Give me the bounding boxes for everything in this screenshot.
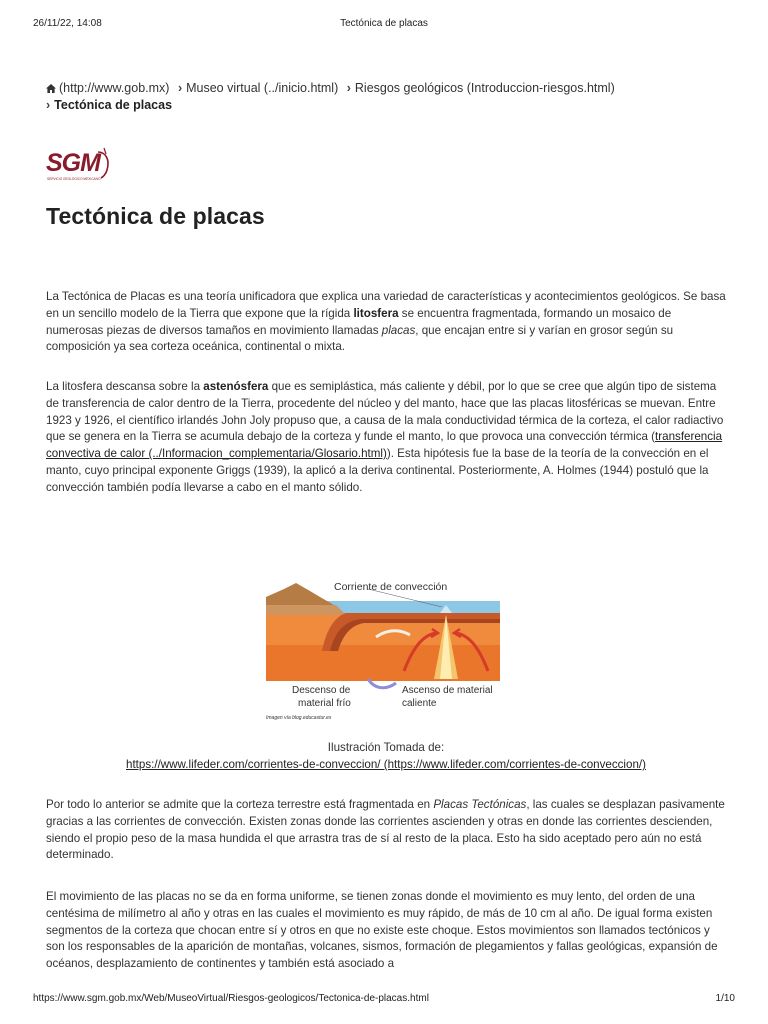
- sgm-logo[interactable]: [46, 146, 112, 184]
- paragraph-3: Por todo lo anterior se admite que la corteza terrestre está fragmentada en Placas Tectónicas, las cuales se desplazan pasivamente gracias a las corrientes de convección. Existen zonas donde las corrientes ascienden y otras en donde las corrientes descienden, siendo el propio peso de la masa hundida el que arrastra tras de sí al resto de la placa. Esto ha sido aceptado pero aún no está determinado.: [46, 798, 725, 862]
- breadcrumb-home-link[interactable]: [46, 81, 173, 95]
- svg-text:Corriente de convección: Corriente de convección: [334, 581, 448, 593]
- breadcrumb-item-museo[interactable]: Museo virtual (../inicio.html): [186, 81, 339, 95]
- convection-illustration: [264, 575, 504, 725]
- caption-source-link[interactable]: https://www.lifeder.com/corrientes-de-conveccion/ (https://www.lifeder.com/corrientes-de-conveccion/): [126, 758, 646, 771]
- breadcrumb-item-riesgos[interactable]: Riesgos geológicos (Introduccion-riesgos.html): [354, 81, 615, 95]
- logo-text: SGM: [46, 149, 100, 177]
- term-litosfera: litosfera: [353, 306, 399, 320]
- page-number: 1/10: [715, 993, 735, 1004]
- glossary-link[interactable]: transferencia convectiva de calor (../Informacion_complementaria/Glosario.html): [46, 430, 723, 461]
- logo-subtitle: SERVICIO GEOLÓGICO MEXICANO: [47, 177, 101, 181]
- svg-text:caliente: caliente: [402, 698, 437, 709]
- chevron-right-icon: ›: [346, 81, 351, 95]
- term-placas: placas: [381, 323, 416, 337]
- breadcrumb-current: Tectónica de placas: [54, 98, 173, 112]
- page-title: Tectónica de placas: [46, 203, 265, 229]
- print-page-title: Tectónica de placas: [340, 18, 428, 29]
- svg-text:material frío: material frío: [298, 698, 351, 709]
- breadcrumb: [46, 80, 726, 114]
- breadcrumb-home-label: (http://www.gob.mx): [59, 81, 170, 95]
- chevron-right-icon: ›: [46, 98, 51, 112]
- figure-caption: [46, 739, 726, 773]
- print-url: https://www.sgm.gob.mx/Web/MuseoVirtual/Riesgos-geologicos/Tectonica-de-placas.html: [33, 993, 429, 1004]
- print-datetime: 26/11/22, 14:08: [33, 18, 102, 29]
- paragraph-1: La Tectónica de Placas es una teoría unificadora que explica una variedad de características y acontecimientos geológicos. Se basa en un sencillo modelo de la Tierra que expone que la rígida litosfera se encuentra fragmentada, formando un mosaico de numerosas piezas de diversos tamaños en movimiento llamadas placas, que encajan entre si y varían en grosor según su composición ya sea corteza oceánica, continental o mixta.: [46, 290, 726, 354]
- chevron-right-icon: ›: [177, 81, 183, 95]
- term-placas-tectonicas: Placas Tectónicas: [433, 798, 527, 811]
- svg-text:Imagen vía blog.educastur.es: Imagen vía blog.educastur.es: [266, 715, 332, 721]
- paragraph-2: La litosfera descansa sobre la astenósfera que es semiplástica, más caliente y débil, por lo que se cree que algún tipo de sistema de transferencia de calor dentro de la Tierra, procedente del núcleo y del manto, hace que las placas litosféricas se muevan. Entre 1923 y 1926, el científico irlandés John Joly propuso que, a causa de la mala conductividad térmica de la corteza, el calor radiactivo que se genera en la Tierra se acumula debajo de la corteza y funde el manto, lo que provoca una convección térmica (transferencia convectiva de calor (../Informacion_complementaria/Glosario.html)). Esta hipótesis fue la base de la teoría de la convección en el manto, cuyo principal exponente Griggs (1939), la aplicó a la deriva continental. Posteriormente, A. Holmes (1944) postuló que la convección también podía llevarse a cabo en el manto sólido.: [46, 380, 724, 494]
- home-icon: [46, 84, 56, 93]
- svg-text:Descenso de: Descenso de: [292, 685, 351, 696]
- term-astenosfera: astenósfera: [203, 380, 269, 393]
- paragraph-4: El movimiento de las placas no se da en forma uniforme, se tienen zonas donde el movimiento es muy lento, del orden de una centésima de milímetro al año y otras en las cuales el movimiento es muy rápido, de más de 10 cm al año. De igual forma existen segmentos de la corteza que chocan entre sí y otros en que no existe este choque. Estos movimientos son llamados tectónicos y son los responsables de la aparición de montañas, volcanes, sismos, formación de plegamientos y fallas geológicas, expansión de océanos, desplazamiento de continentes y también está asociado a: [46, 890, 718, 971]
- svg-text:Ascenso de material: Ascenso de material: [402, 685, 493, 696]
- caption-label: Ilustración Tomada de:: [327, 741, 445, 754]
